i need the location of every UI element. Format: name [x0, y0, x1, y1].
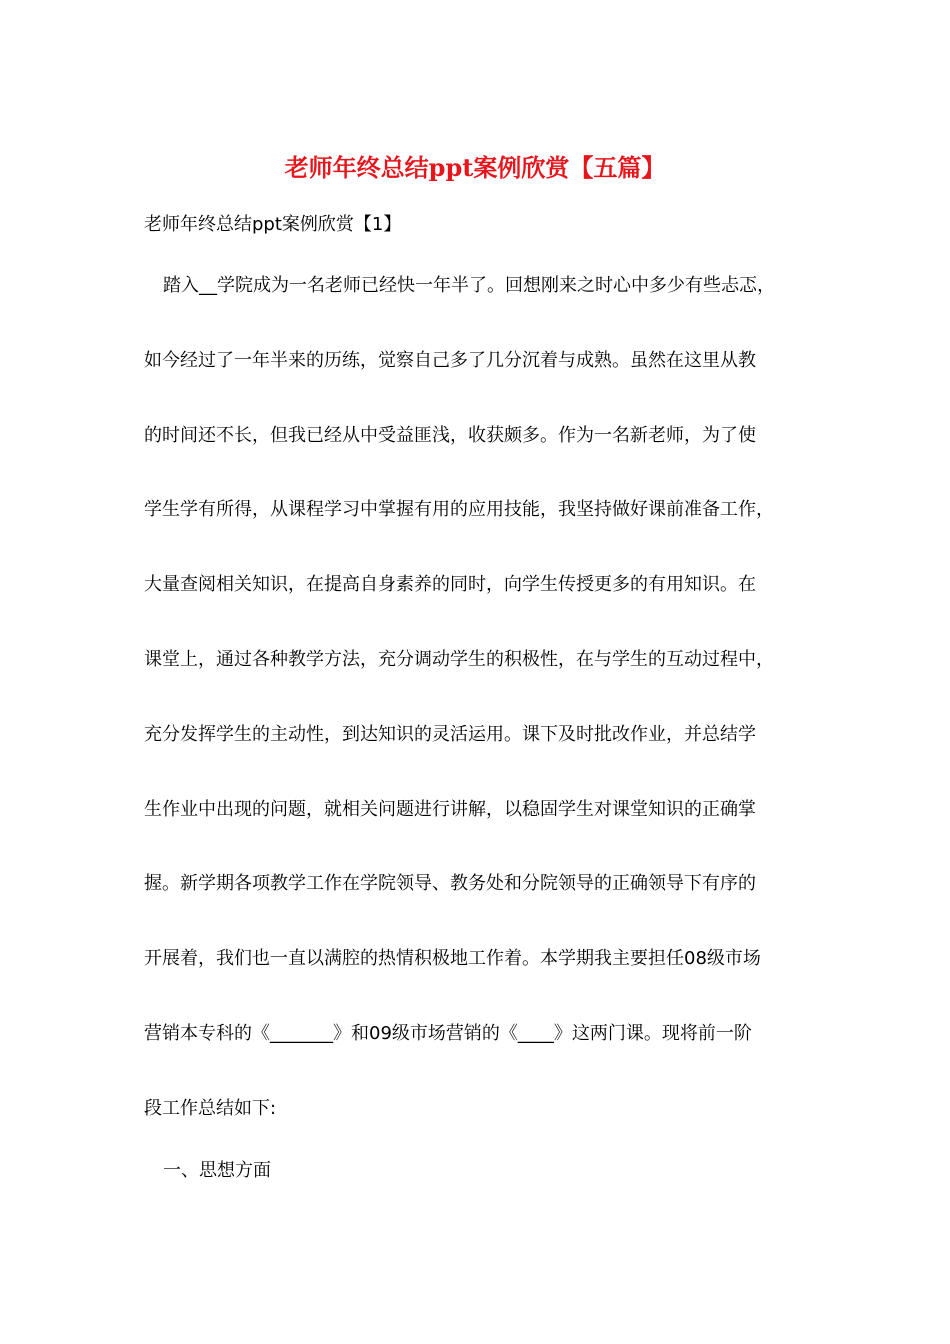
- body-line: 大量查阅相关知识，在提高自身素养的同时，向学生传授更多的有用知识。在: [144, 574, 756, 596]
- body-line: 段工作总结如下:: [144, 1097, 277, 1119]
- body-line: 握。新学期各项教学工作在学院领导、教务处和分院领导的正确领导下有序的: [144, 873, 756, 895]
- body-paragraph: [144, 272, 814, 1170]
- body-line: 充分发挥学生的主动性，到达知识的灵活运用。课下及时批改作业，并总结学: [144, 723, 756, 745]
- body-line: 的时间还不长，但我已经从中受益匪浅，收获颇多。作为一名新老师，为了使: [144, 424, 756, 446]
- body-line: 生作业中出现的问题，就相关问题进行讲解，以稳固学生对课堂知识的正确掌: [144, 798, 756, 820]
- article-subtitle: 老师年终总结ppt案例欣赏【1】: [144, 214, 402, 235]
- document-title: 老师年终总结ppt案例欣赏【五篇】: [284, 153, 666, 182]
- section-heading: 一、思想方面: [163, 1160, 271, 1181]
- body-line: 踏入__学院成为一名老师已经快一年半了。回想刚来之时心中多少有些忐忑，: [163, 275, 775, 296]
- body-line: 学生学有所得，从课程学习中掌握有用的应用技能，我坚持做好课前准备工作，: [144, 499, 774, 521]
- body-line: 开展着，我们也一直以满腔的热情积极地工作着。本学期我主要担任08级市场: [144, 948, 761, 970]
- body-line: 营销本专科的《_______》和09级市场营销的《____》这两门课。现将前一阶: [144, 1022, 752, 1044]
- body-line: 课堂上，通过各种教学方法，充分调动学生的积极性，在与学生的互动过程中，: [144, 648, 774, 670]
- body-line: 如今经过了一年半来的历练，觉察自己多了几分沉着与成熟。虽然在这里从教: [144, 349, 756, 371]
